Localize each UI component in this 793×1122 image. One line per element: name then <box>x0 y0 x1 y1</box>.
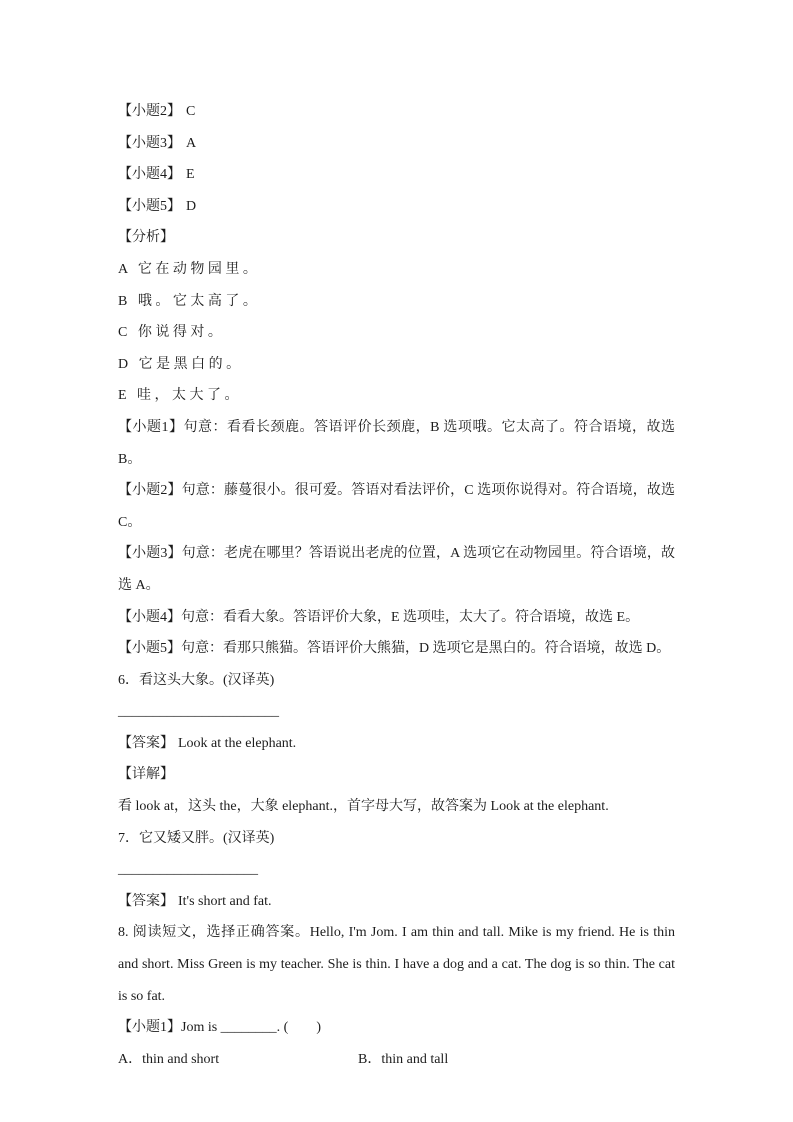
question-7-answer-text: It's short and fat. <box>178 893 272 909</box>
answer-label: 【答案】 <box>118 735 174 751</box>
answer-key-line-4 <box>118 159 675 191</box>
question-6-answer-line <box>118 728 675 760</box>
explanation-line-5: 【小题5】句意：看那只熊猫。答语评价大熊猫，D 选项它是黑白的。符合语境，故选 D。 <box>118 641 671 657</box>
answer-key-label: 【小题5】 <box>118 198 181 214</box>
answer-key-value: D <box>186 198 197 214</box>
explanation-line-1: 【小题1】句意：看看长颈鹿。答语评价长颈鹿，B 选项哦。它太高了。符合语境，故选 B。 <box>118 419 675 467</box>
choice-line-c: C 你说得对。 <box>118 325 226 341</box>
question-6-detail-heading: 【详解】 <box>118 767 174 783</box>
choice-line-d: D 它是黑白的。 <box>118 356 244 372</box>
question-7-answer-blank: ____________________ <box>118 862 258 878</box>
question-8-sub-question-1: 【小题1】Jom is ________. ( ) <box>118 1020 321 1036</box>
answer-label: 【答案】 <box>118 893 174 909</box>
explanation-line-4: 【小题4】句意：看看大象。答语评价大象，E 选项哇，太大了。符合语境，故选 E。 <box>118 609 640 625</box>
question-8-option-a: A．thin and short <box>118 1051 220 1067</box>
answer-key-line-5 <box>118 191 675 223</box>
explanation-line-3: 【小题3】句意：老虎在哪里？答语说出老虎的位置，A 选项它在动物园里。符合语境，故选 A。 <box>118 546 675 593</box>
analysis-heading: 【分析】 <box>118 230 174 246</box>
answer-key-line-2 <box>118 96 675 128</box>
answer-key-label: 【小题3】 <box>118 135 181 151</box>
question-7-stem: 7．它又矮又胖。(汉译英) <box>118 830 275 846</box>
question-6-detail-text: 看 look at，这头 the，大象 elephant.，首字母大写，故答案为 Look at the elephant. <box>118 799 609 815</box>
question-8-option-b: B．thin and tall <box>358 1051 449 1067</box>
question-8-passage: 8. 阅读短文，选择正确答案。Hello, I'm Jom. I am thin and tall. Mike is my friend. He is thin and short. Miss Green is my teacher. She is thin. I have a dog and a cat. The dog is so thin. The cat is so fat. <box>118 925 675 1004</box>
answer-key-value: A <box>186 135 197 151</box>
answer-key-label: 【小题4】 <box>118 167 181 183</box>
question-6-answer-text: Look at the elephant. <box>178 735 297 751</box>
answer-key-value: E <box>186 167 195 183</box>
choice-line-a: A 它在动物园里。 <box>118 261 261 277</box>
question-8-options-row <box>118 1044 675 1076</box>
question-6-stem: 6．看这头大象。(汉译英) <box>118 672 275 688</box>
answer-key-value: C <box>186 104 196 119</box>
question-6-answer-blank: _______________________ <box>118 704 279 720</box>
answer-key-label: 【小题2】 <box>118 104 181 119</box>
choice-line-b: B 哦。它太高了。 <box>118 293 261 309</box>
question-7-answer-line <box>118 886 675 918</box>
answer-key-line-3 <box>118 128 675 160</box>
choice-line-e: E 哇，太大了。 <box>118 388 243 404</box>
explanation-line-2: 【小题2】句意：藤蔓很小。很可爱。答语对看法评价，C 选项你说得对。符合语境，故选 C。 <box>118 483 675 530</box>
